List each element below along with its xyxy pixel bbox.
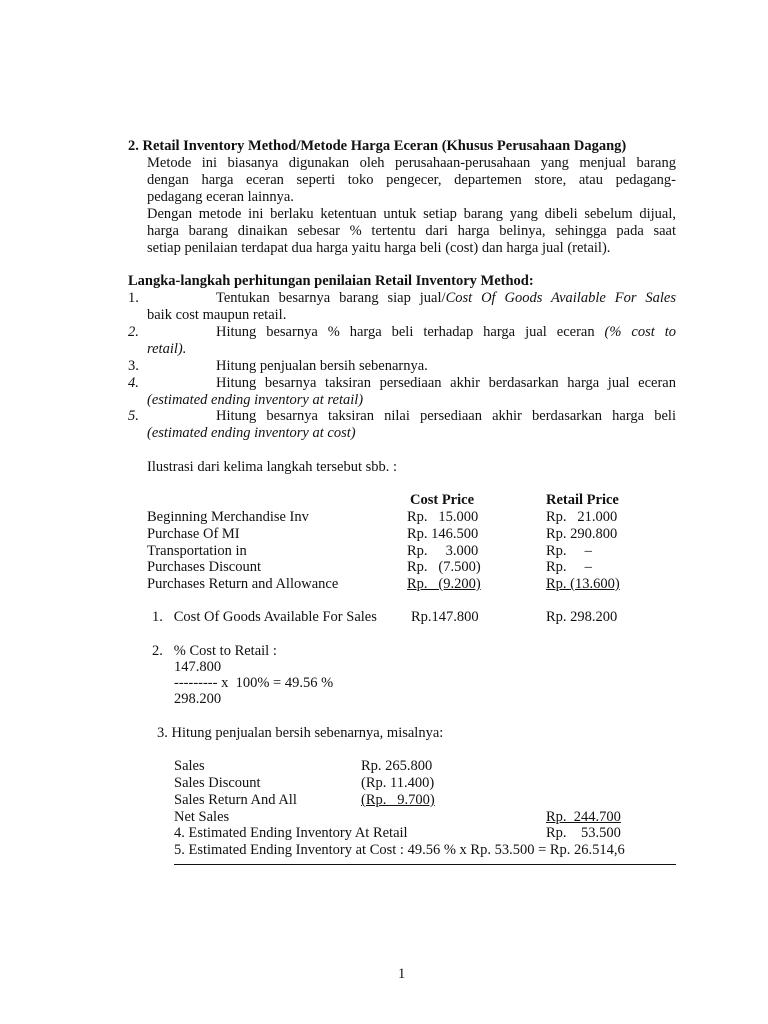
table-row-label: Purchases Discount [147,559,261,575]
illustration-text: Ilustrasi dari kelima langkah tersebut sbb. : [147,459,398,475]
table-row-label: Beginning Merchandise Inv [147,509,309,525]
table-row-retail: Rp. (13.600) [546,576,620,592]
step-text: Tentukan besarnya barang siap jual/ [216,290,446,306]
sales-row-value: Rp. 265.800 [361,758,433,774]
step-italic-text: (% cost to [604,324,676,340]
paragraph-line: pedagang eceran lainnya. [147,189,294,205]
total-label: 1. Cost Of Goods Available For Sales [152,609,377,625]
sales-intro: 3. Hitung penjualan bersih sebenarnya, misalnya: [157,725,444,741]
paragraph-line: setiap penilaian terdapat dua harga yaitu harga beli (cost) dan harga jual (retail). [147,240,611,256]
table-row-cost: Rp. (9.200) [407,576,481,592]
step-text: Hitung besarnya % harga beli terhadap harga jual eceran [216,324,595,340]
table-row-retail: Rp. – [546,559,592,575]
table-row-cost: Rp. 15.000 [407,509,479,525]
step-4-line2: (estimated ending inventory at retail) [147,392,364,408]
ratio-formula: --------- x 100% = 49.56 % [174,675,334,691]
step-number: 5. [128,408,139,424]
table-row-cost: Rp. 3.000 [407,543,479,559]
sales-row-label: Sales Return And All [174,792,297,808]
net-sales-label: Net Sales [174,809,230,825]
column-header-cost: Cost Price [410,492,475,508]
ratio-numerator: 147.800 [174,659,222,675]
sales-row-label: Sales Discount [174,775,261,791]
step-5-line2: (estimated ending inventory at cost) [147,425,356,441]
table-row-cost: Rp. 146.500 [407,526,479,542]
bottom-rule [174,864,676,865]
section-heading: 2. Retail Inventory Method/Metode Harga Eceran (Khusus Perusahaan Dagang) [128,138,627,154]
total-cost: Rp.147.800 [411,609,479,625]
table-row-label: Transportation in [147,543,247,559]
table-row-label: Purchase Of MI [147,526,240,542]
table-row-retail: Rp. 21.000 [546,509,618,525]
step-number: 2. [128,324,139,340]
step-1-line1 [216,290,676,307]
paragraph-line: Dengan metode ini berlaku ketentuan untuk setiap barang yang dibeli sebelum dijual, [147,206,676,222]
sales-row-value: (Rp. 11.400) [361,775,435,791]
total-retail: Rp. 298.200 [546,609,618,625]
paragraph-line: harga barang dinaikan sebesar % tertentu dari harga belinya, sehingga pada saat [147,223,676,239]
est-retail-value: Rp. 53.500 [546,825,621,841]
step-3-line1: Hitung penjualan bersih sebenarnya. [216,358,428,374]
step-1-line2: baik cost maupun retail. [147,307,287,323]
page-number: 1 [398,966,406,982]
sales-row-value: (Rp. 9.700) [361,792,435,808]
table-row-cost: Rp. (7.500) [407,559,481,575]
paragraph-line: Metode ini biasanya digunakan oleh perusahaan-perusahaan yang menjual barang [147,155,676,171]
step-number: 1. [128,290,139,306]
net-sales-value: Rp. 244.700 [546,809,621,825]
steps-heading: Langka-langkah perhitungan penilaian Retail Inventory Method: [128,273,534,289]
step-4-line1: Hitung besarnya taksiran persediaan akhir berdasarkan harga jual eceran [216,375,676,391]
step-italic-text: Cost Of Goods Available For Sales [445,290,676,306]
step-2-line1 [216,324,676,341]
step-5-line1: Hitung besarnya taksiran nilai persediaan akhir berdasarkan harga beli [216,408,676,424]
column-header-retail: Retail Price [546,492,619,508]
est-cost-line: 5. Estimated Ending Inventory at Cost : 49.56 % x Rp. 53.500 = Rp. 26.514,6 [174,842,625,858]
ratio-denominator: 298.200 [174,691,222,707]
sales-row-label: Sales [174,758,205,774]
table-row-retail: Rp. – [546,543,592,559]
ratio-title: 2. % Cost to Retail : [152,643,277,659]
step-number: 3. [128,358,139,374]
step-number: 4. [128,375,139,391]
step-2-line2: retail). [147,341,187,357]
est-retail-label: 4. Estimated Ending Inventory At Retail [174,825,408,841]
table-row-retail: Rp. 290.800 [546,526,618,542]
paragraph-line: dengan harga eceran seperti toko pengecer, departemen store, atau pedagang- [147,172,676,188]
table-row-label: Purchases Return and Allowance [147,576,339,592]
